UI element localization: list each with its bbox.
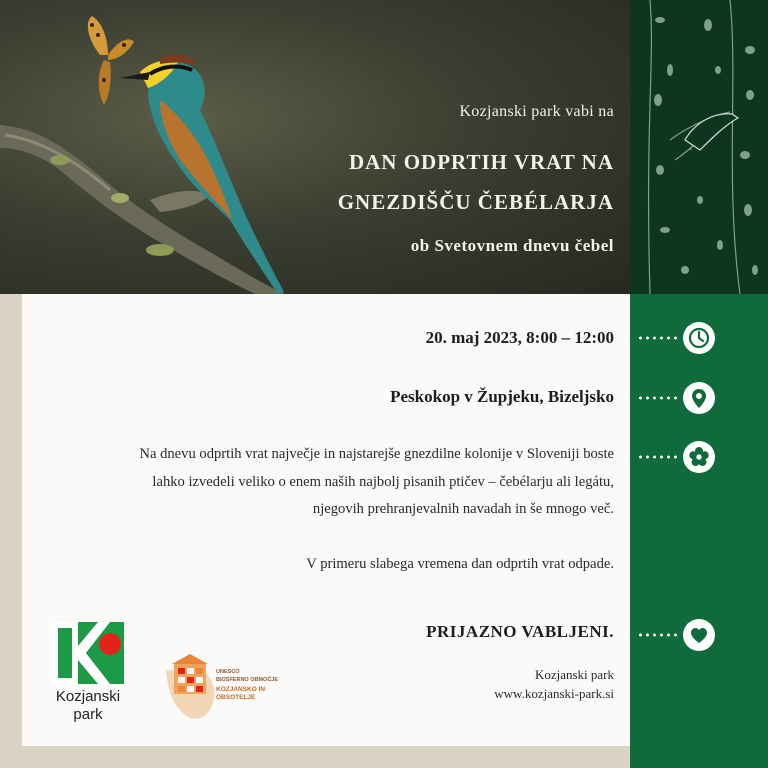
unesco-text: UNESCO	[216, 669, 240, 675]
heart-icon	[683, 619, 715, 651]
location-pin-icon	[683, 382, 715, 414]
unesco-text: KOZJANSKO IN	[216, 686, 266, 693]
website-link[interactable]: www.kozjanski-park.si	[494, 686, 614, 701]
unesco-text: OBSOTELJE	[216, 694, 256, 701]
dotted-connector	[637, 336, 681, 340]
organizer-name: Kozjanski park	[534, 667, 614, 682]
welcome-text: PRIJAZNO VABLJENI.	[426, 622, 614, 641]
park-logo-text: Kozjanski	[55, 688, 121, 705]
weather-note: V primeru slabega vremena dan odprtih vrat odpade.	[306, 556, 614, 572]
kozjanski-park-logo	[52, 622, 124, 684]
flower-icon	[683, 441, 715, 473]
hero-photo	[0, 0, 630, 294]
event-title-line1: DAN ODPRTIH VRAT NA	[348, 150, 614, 174]
bird-line-art-icon	[630, 0, 768, 294]
unesco-text: BIOSFERNO OBMOČJE	[216, 677, 279, 683]
description-line: lahko izvedeli veliko o enem naših najbolj pisanih ptičev – čebélarju ali legátu,	[152, 474, 614, 490]
clock-icon	[683, 322, 715, 354]
dotted-connector	[637, 633, 681, 637]
invite-text: Kozjanski park vabi na	[459, 103, 614, 120]
description-line: njegovih prehranjevalnih navadah in še mnogo več.	[312, 501, 614, 517]
dotted-connector	[637, 455, 681, 459]
event-location: Peskokop v Župjeku, Bizeljsko	[390, 387, 614, 406]
dotted-connector	[637, 396, 681, 400]
decorative-bird-panel	[630, 0, 768, 294]
event-subtitle: ob Svetovnem dnevu čebel	[410, 236, 614, 255]
park-logo-text: park	[73, 706, 103, 723]
event-datetime: 20. maj 2023, 8:00 – 12:00	[425, 328, 614, 347]
green-side-band	[630, 294, 768, 768]
event-title-line2: GNEZDIŠČU ČEBÉLARJA	[337, 190, 614, 214]
description-line: Na dnevu odprtih vrat največje in najstarejše gnezdilne kolonije v Sloveniji boste	[139, 446, 614, 462]
